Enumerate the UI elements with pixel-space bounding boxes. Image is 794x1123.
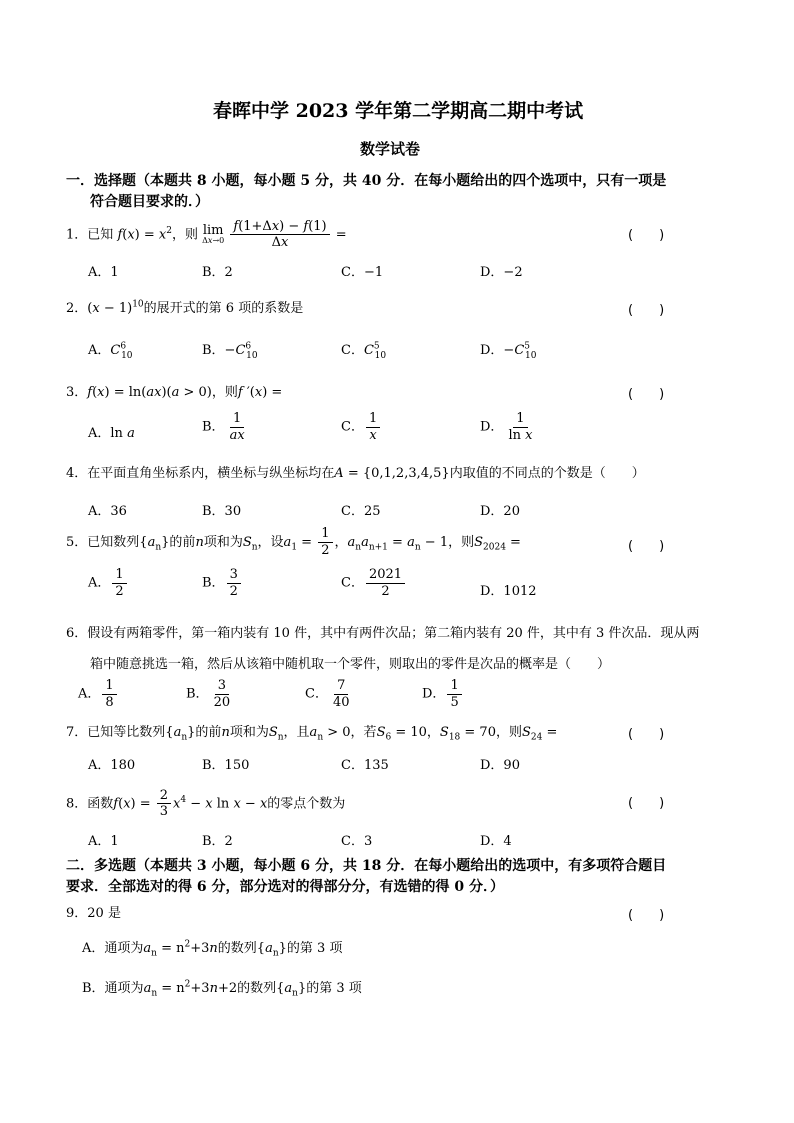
section2-heading: 二．多选题（本题共 3 小题，每小题 6 分，共 18 分．在每小题给出的选项中，有多项符合题目: [66, 858, 667, 874]
q8-option-c[interactable]: C．3: [341, 834, 373, 849]
q7-option-a[interactable]: A．180: [88, 758, 136, 773]
q2-option-a[interactable]: A．$C^6_{10}$: [88, 341, 133, 361]
q3-option-b[interactable]: B． $\frac{1}{ax}$: [202, 411, 245, 443]
question-4: 4．在平面直角坐标系内，横坐标与纵坐标均在A = {0,1,2,3,4,5}内取值的不同点的个数是（ ）: [66, 466, 645, 481]
exam-title: 春晖中学 2023 学年第二学期高二期中考试: [213, 100, 584, 122]
q2-option-c[interactable]: C．$C^5_{10}$: [341, 341, 387, 361]
answer-blank-2[interactable]: ( ): [628, 303, 665, 318]
answer-blank-8[interactable]: ( ): [628, 796, 665, 811]
question-6-cont: 箱中随意挑选一箱，然后从该箱中随机取一个零件，则取出的零件是次品的概率是（ ）: [90, 657, 611, 672]
q1-option-d[interactable]: D．−2: [480, 265, 523, 280]
q6-option-d[interactable]: D． $\frac{1}{5}$: [422, 679, 464, 709]
question-2: 2．$(x - 1)^{10}$的展开式的第 6 项的系数是: [66, 299, 304, 316]
q6-option-c[interactable]: C． $\frac{7}{40}$: [305, 678, 350, 710]
q8-option-b[interactable]: B．2: [202, 834, 233, 849]
q3-option-a[interactable]: A．ln a: [88, 426, 135, 441]
question-6: 6．假设有两箱零件，第一箱内装有 10 件，其中有两件次品；第二箱内装有 20 件，其中有 3 件次品．现从两: [66, 626, 700, 641]
q1-option-a[interactable]: A．1: [88, 265, 119, 280]
q1-option-b[interactable]: B．2: [202, 265, 233, 280]
question-7: 7．已知等比数列$\{a_n\}$的前n项和为$S_n$，且$a_n > 0$，若$S_6 = 10$，$S_{18} = 70$，则$S_{24}$ =: [66, 725, 558, 743]
q4-option-b[interactable]: B．30: [202, 504, 242, 519]
q1-option-c[interactable]: C．−1: [341, 265, 384, 280]
section1-heading-cont: 符合题目要求的．）: [90, 194, 209, 210]
q6-option-b[interactable]: B． $\frac{3}{20}$: [186, 678, 231, 710]
answer-blank-1[interactable]: ( ): [628, 228, 665, 243]
q2-option-b[interactable]: B．$-C^6_{10}$: [202, 341, 258, 361]
q3-option-d[interactable]: D． $\frac{1}{\text{ln x}}$: [480, 411, 533, 443]
exam-subtitle: 数学试卷: [360, 140, 421, 158]
q8-option-a[interactable]: A．1: [88, 834, 119, 849]
q5-option-c[interactable]: C． $\frac{2021}{2}$: [341, 568, 407, 598]
q7-option-d[interactable]: D．90: [480, 758, 520, 773]
section2-heading-cont: 要求．全部选对的得 6 分，部分选对的得部分分，有选错的得 0 分．）: [66, 879, 504, 895]
q4-option-d[interactable]: D．20: [480, 504, 520, 519]
q4-option-c[interactable]: C．25: [341, 504, 381, 519]
question-1: 1．已知 $f(x) = x^2$，则 lim Δx→0 $\frac{f(1+\Delta x) - f(1)}{\Delta x}$ =: [66, 218, 347, 251]
q8-option-d[interactable]: D．4: [480, 834, 512, 849]
q5-option-b[interactable]: B． $\frac{3}{2}$: [202, 568, 243, 598]
q7-option-c[interactable]: C．135: [341, 758, 389, 773]
q7-option-b[interactable]: B．150: [202, 758, 250, 773]
q5-option-a[interactable]: A． $\frac{1}{2}$: [88, 568, 129, 598]
q9-option-a[interactable]: A．通项为$a_n = n^2+3n$的数列$\{a_n\}$的第 3 项: [82, 939, 343, 959]
question-5: 5．已知数列$\{a_n\}$的前n项和为$S_n$，设$a_1$ = $\frac{1}{2}$ ，$a_na_{n+1} = a_n - 1$，则$S_{2024}$ =: [66, 526, 521, 558]
answer-blank-3[interactable]: ( ): [628, 387, 665, 402]
question-8: 8．函数f(x) = $\frac{2}{3}$ $x^4 - x$ ln x − x的零点个数为: [66, 787, 346, 820]
question-9: 9．20 是: [66, 906, 121, 921]
q2-option-d[interactable]: D．$-C^5_{10}$: [480, 341, 537, 361]
q6-option-a[interactable]: A． $\frac{1}{8}$: [78, 679, 119, 709]
answer-blank-5[interactable]: ( ): [628, 539, 665, 554]
section1-heading: 一．选择题（本题共 8 小题，每小题 5 分，共 40 分．在每小题给出的四个选项中，只有一项是: [66, 173, 667, 189]
q3-option-c[interactable]: C． $\frac{1}{x}$: [341, 412, 382, 442]
q9-option-b[interactable]: B．通项为$a_n = n^2+3n+2$的数列$\{a_n\}$的第 3 项: [82, 979, 362, 999]
question-3: 3．f(x) = ln(ax)(a > 0)，则f ′(x) =: [66, 385, 283, 400]
answer-blank-7[interactable]: ( ): [628, 727, 665, 742]
answer-blank-9[interactable]: ( ): [628, 908, 665, 923]
q4-option-a[interactable]: A．36: [88, 504, 127, 519]
q5-option-d[interactable]: D．1012: [480, 584, 537, 599]
